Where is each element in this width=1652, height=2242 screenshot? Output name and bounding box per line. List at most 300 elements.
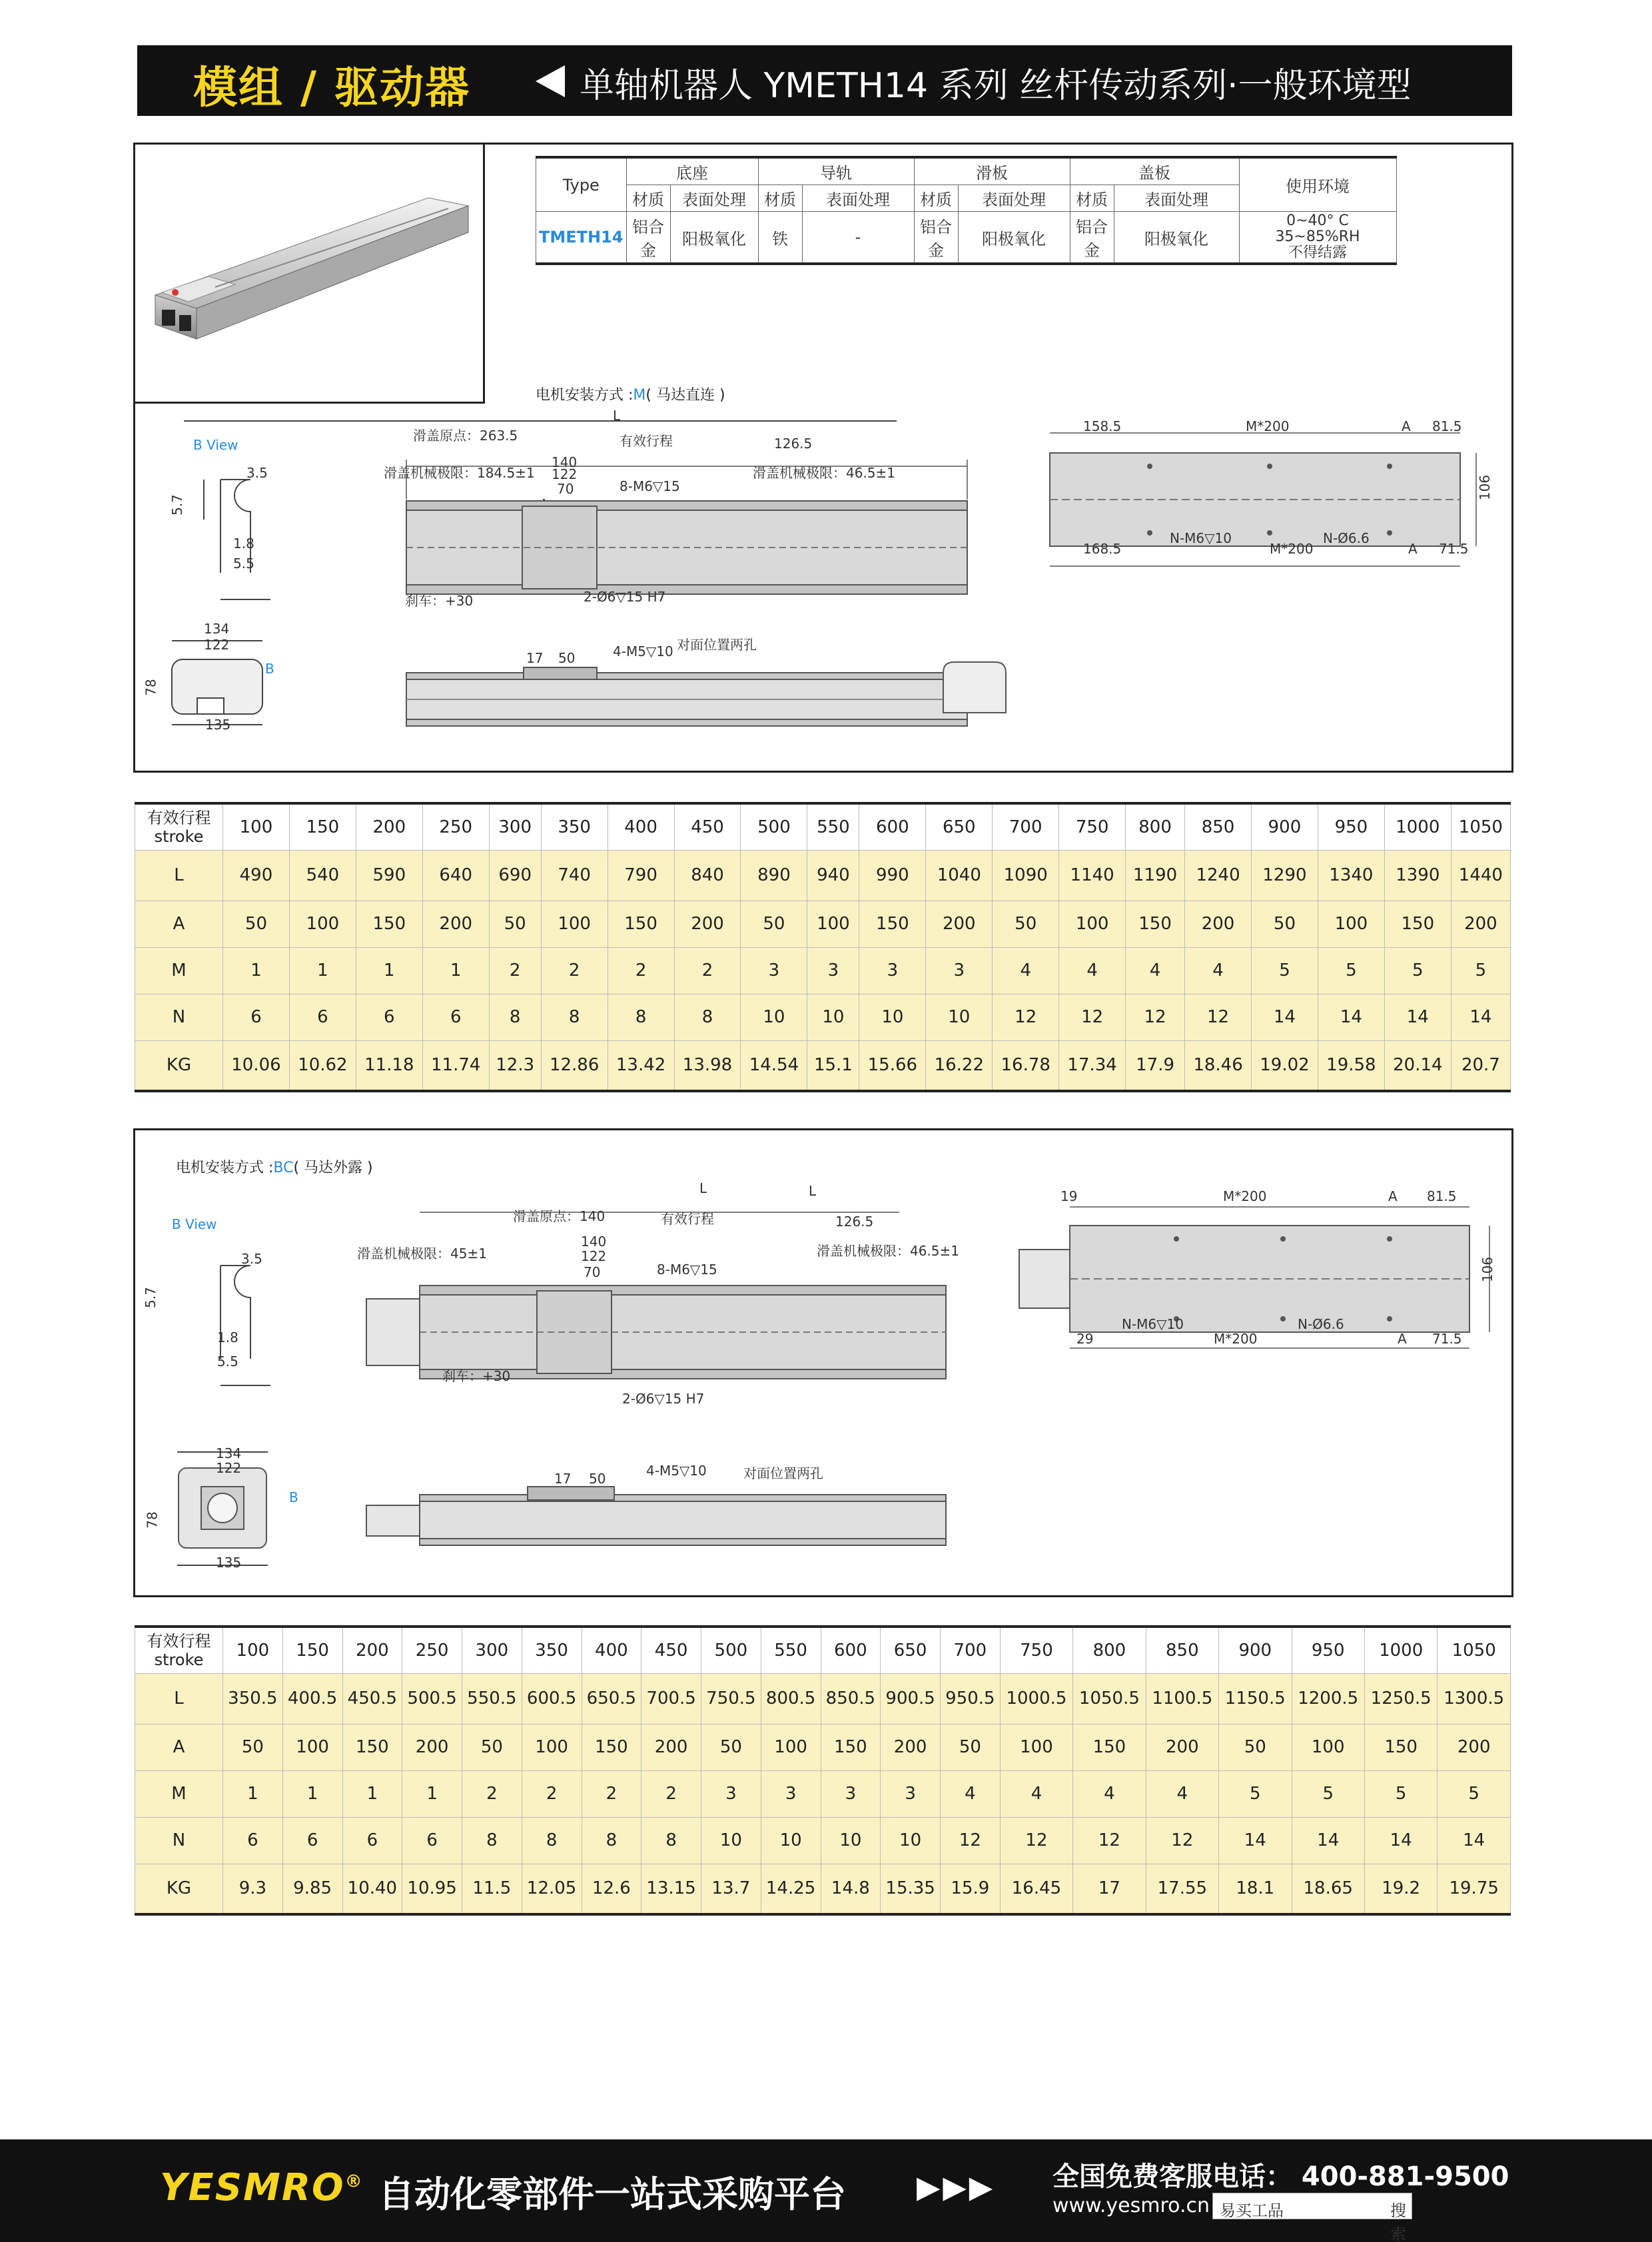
table-cell: 12 bbox=[993, 994, 1059, 1040]
table-row bbox=[135, 994, 1511, 1040]
table-cell: 3 bbox=[926, 947, 993, 994]
table-cell: 13.7 bbox=[701, 1864, 761, 1914]
reg-mark: ® bbox=[344, 2171, 364, 2192]
sub-surface: 表面处理 bbox=[958, 185, 1070, 212]
table-cell: 17.34 bbox=[1059, 1040, 1126, 1091]
table-cell: 790 bbox=[608, 850, 674, 901]
actuator-image bbox=[135, 145, 483, 402]
table-cell: 750.5 bbox=[701, 1673, 761, 1724]
table-cell: 1150.5 bbox=[1219, 1673, 1292, 1724]
table-cell: 12 bbox=[1000, 1817, 1072, 1864]
group-slide: 滑板 bbox=[914, 157, 1070, 185]
table-cell: 19.2 bbox=[1364, 1864, 1437, 1914]
table-cell: 450.5 bbox=[342, 1673, 402, 1724]
table-cell: 100 bbox=[1318, 901, 1384, 947]
dim-135: 135 bbox=[216, 1555, 242, 1571]
dim-5-5: 5.5 bbox=[233, 556, 254, 571]
dim-168-5: 168.5 bbox=[1083, 541, 1122, 557]
table-cell: 100 bbox=[289, 901, 356, 947]
table-cell: 14.8 bbox=[821, 1864, 881, 1914]
dim-106: 106 bbox=[1477, 474, 1493, 501]
stroke-table-motor-direct bbox=[135, 802, 1511, 1092]
row-label: A bbox=[135, 901, 223, 947]
dim-71-5: 71.5 bbox=[1432, 1331, 1462, 1347]
table-cell: 150 bbox=[1364, 1724, 1437, 1770]
table-cell: 100 bbox=[1059, 901, 1126, 947]
table-cell: 13.42 bbox=[608, 1040, 674, 1091]
table-cell: 12 bbox=[1146, 1817, 1218, 1864]
table-cell: 5 bbox=[1364, 1770, 1437, 1817]
table-cell: 13.15 bbox=[641, 1864, 701, 1914]
table-cell: 10 bbox=[881, 1817, 941, 1864]
stroke-value: 800 bbox=[1073, 1627, 1146, 1673]
stroke-header-en: stroke bbox=[154, 827, 204, 846]
table-cell: 2 bbox=[541, 947, 608, 994]
stroke-value: 250 bbox=[402, 1627, 462, 1673]
slide-material: 铝合金 bbox=[914, 212, 958, 264]
table-cell: 900.5 bbox=[881, 1673, 941, 1724]
table-cell: 740 bbox=[541, 850, 608, 901]
table-cell: 14 bbox=[1438, 1817, 1511, 1864]
table-cell: 10.95 bbox=[402, 1864, 462, 1914]
category-title: 模组 / 驱动器 bbox=[193, 62, 471, 113]
table-cell: 1390 bbox=[1384, 850, 1451, 901]
cover-material: 铝合金 bbox=[1070, 212, 1114, 264]
table-cell: 150 bbox=[821, 1724, 881, 1770]
origin-label: 滑盖原点：263.5 bbox=[413, 428, 518, 444]
dim-78: 78 bbox=[143, 679, 159, 696]
table-cell: 2 bbox=[608, 947, 674, 994]
m200-bot: M*200 bbox=[1270, 541, 1314, 557]
opposite-label: 对面位置两孔 bbox=[743, 1465, 823, 1481]
search-button[interactable]: 搜索 bbox=[1390, 2201, 1406, 2242]
table-cell: 3 bbox=[807, 947, 859, 994]
dim-1-8: 1.8 bbox=[217, 1329, 238, 1345]
pin-label: 2-Ø6▽15 H7 bbox=[622, 1391, 705, 1407]
back-arrow-icon[interactable] bbox=[536, 65, 565, 97]
table-cell: 200 bbox=[674, 901, 741, 947]
table-cell: 8 bbox=[674, 994, 741, 1040]
table-cell: 18.1 bbox=[1219, 1864, 1292, 1914]
table-cell: 5 bbox=[1219, 1770, 1292, 1817]
stroke-value: 200 bbox=[342, 1627, 402, 1673]
group-base: 底座 bbox=[626, 157, 758, 185]
table-cell: 14 bbox=[1292, 1817, 1364, 1864]
stroke-value: 300 bbox=[462, 1627, 522, 1673]
dim-19: 19 bbox=[1060, 1188, 1078, 1204]
stroke-value: 650 bbox=[881, 1627, 941, 1673]
a-bot: A bbox=[1408, 541, 1418, 557]
table-cell: 14 bbox=[1384, 994, 1451, 1040]
table-row bbox=[135, 901, 1511, 947]
row-label: A bbox=[135, 1724, 223, 1770]
table-cell: 100 bbox=[541, 901, 608, 947]
stroke-value: 900 bbox=[1252, 803, 1318, 850]
table-cell: 850.5 bbox=[821, 1673, 881, 1724]
table-cell: 1300.5 bbox=[1438, 1673, 1511, 1724]
table-cell: 3 bbox=[821, 1770, 881, 1817]
table-cell: 540 bbox=[289, 850, 356, 901]
base-surface: 阳极氧化 bbox=[670, 212, 758, 264]
dim-1-8: 1.8 bbox=[233, 536, 254, 552]
sub-material: 材质 bbox=[1070, 185, 1114, 212]
table-cell: 6 bbox=[289, 994, 356, 1040]
table-cell: 8 bbox=[641, 1817, 701, 1864]
table-cell: 2 bbox=[522, 1770, 582, 1817]
sub-surface: 表面处理 bbox=[670, 185, 758, 212]
hotline: 全国免费客服电话： 400-881-9500 bbox=[1052, 2161, 1509, 2192]
mount-desc: ( 马达直连 ) bbox=[645, 387, 725, 404]
table-cell: 200 bbox=[926, 901, 993, 947]
table-cell: 3 bbox=[761, 1770, 821, 1817]
stroke-value: 600 bbox=[821, 1627, 881, 1673]
table-cell: 2 bbox=[641, 1770, 701, 1817]
dim-50: 50 bbox=[558, 650, 576, 666]
table-cell: 12 bbox=[941, 1817, 1001, 1864]
env-cell bbox=[1239, 212, 1396, 264]
table-cell: 6 bbox=[422, 994, 489, 1040]
table-cell: 10 bbox=[701, 1817, 761, 1864]
stroke-value: 250 bbox=[422, 803, 489, 850]
table-cell: 3 bbox=[859, 947, 926, 994]
table-cell: 12 bbox=[1073, 1817, 1146, 1864]
dim-70: 70 bbox=[557, 481, 574, 497]
table-cell: 150 bbox=[356, 901, 422, 947]
stroke-value: 700 bbox=[941, 1627, 1001, 1673]
table-cell: 1100.5 bbox=[1146, 1673, 1218, 1724]
table-cell: 17.55 bbox=[1146, 1864, 1218, 1914]
m6-label: 8-M6▽15 bbox=[620, 478, 680, 494]
cover-surface: 阳极氧化 bbox=[1114, 212, 1239, 264]
table-cell: 14 bbox=[1318, 994, 1384, 1040]
table-cell: 50 bbox=[489, 901, 541, 947]
stroke-value: 950 bbox=[1292, 1627, 1364, 1673]
table-cell: 150 bbox=[608, 901, 674, 947]
table-cell: 50 bbox=[223, 901, 290, 947]
table-cell: 50 bbox=[1219, 1724, 1292, 1770]
table-cell: 150 bbox=[1073, 1724, 1146, 1770]
stroke-value: 450 bbox=[641, 1627, 701, 1673]
dim-L: L bbox=[613, 408, 621, 424]
website-link[interactable]: www.yesmro.cn bbox=[1052, 2194, 1210, 2217]
table-cell: 5 bbox=[1384, 947, 1451, 994]
table-row bbox=[135, 1817, 1511, 1864]
table-cell: 18.46 bbox=[1185, 1040, 1252, 1091]
a-top: A bbox=[1388, 1188, 1398, 1204]
table-cell: 950.5 bbox=[941, 1673, 1001, 1724]
m200-bot: M*200 bbox=[1214, 1331, 1258, 1347]
table-cell: 640 bbox=[422, 850, 489, 901]
table-cell: 14 bbox=[1219, 1817, 1292, 1864]
table-cell: 10 bbox=[821, 1817, 881, 1864]
table-cell: 6 bbox=[223, 994, 290, 1040]
table-cell: 150 bbox=[859, 901, 926, 947]
table-cell: 2 bbox=[489, 947, 541, 994]
table-cell: 8 bbox=[522, 1817, 582, 1864]
table-cell: 6 bbox=[342, 1817, 402, 1864]
table-cell: 940 bbox=[807, 850, 859, 901]
type-header: Type bbox=[536, 157, 627, 212]
table-cell: 15.9 bbox=[941, 1864, 1001, 1914]
table-cell: 12.6 bbox=[582, 1864, 641, 1914]
stroke-value: 1000 bbox=[1364, 1627, 1437, 1673]
dim-122: 122 bbox=[552, 466, 578, 482]
dim-158-5: 158.5 bbox=[1083, 418, 1122, 434]
n-66-label: N-Ø6.6 bbox=[1323, 530, 1370, 546]
dim-3-5: 3.5 bbox=[246, 465, 268, 481]
table-cell: 9.85 bbox=[282, 1864, 342, 1914]
table-cell: 990 bbox=[859, 850, 926, 901]
dim-126-5: 126.5 bbox=[835, 1214, 874, 1230]
table-cell: 100 bbox=[522, 1724, 582, 1770]
dim-17: 17 bbox=[526, 650, 544, 666]
stroke-value: 1050 bbox=[1438, 1627, 1511, 1673]
table-cell: 10 bbox=[859, 994, 926, 1040]
table-cell: 14 bbox=[1252, 994, 1318, 1040]
row-label: N bbox=[135, 1817, 223, 1864]
stroke-value: 650 bbox=[926, 803, 993, 850]
limit-left: 滑盖机械极限：184.5±1 bbox=[384, 465, 535, 481]
mount-method-label bbox=[176, 1156, 373, 1177]
stroke-value: 400 bbox=[582, 1627, 641, 1673]
table-cell: 2 bbox=[582, 1770, 641, 1817]
mount-desc: ( 马达外露 ) bbox=[293, 1160, 373, 1176]
stroke-value: 500 bbox=[741, 803, 807, 850]
brand-logo[interactable] bbox=[160, 2166, 364, 2209]
table-cell: 15.1 bbox=[807, 1040, 859, 1091]
table-cell: 8 bbox=[582, 1817, 641, 1864]
table-cell: 1250.5 bbox=[1364, 1673, 1437, 1724]
mount-label-text: 电机安装方式 : bbox=[536, 387, 633, 404]
table-cell: 1440 bbox=[1451, 850, 1510, 901]
dim-122: 122 bbox=[581, 1248, 607, 1264]
table-cell: 200 bbox=[1451, 901, 1510, 947]
dim-122: 122 bbox=[216, 1460, 242, 1476]
table-cell: 1190 bbox=[1126, 850, 1185, 901]
table-cell: 700.5 bbox=[641, 1673, 701, 1724]
table-cell: 10.62 bbox=[289, 1040, 356, 1091]
table-cell: 50 bbox=[941, 1724, 1001, 1770]
table-cell: 400.5 bbox=[282, 1673, 342, 1724]
table-cell: 10.40 bbox=[342, 1864, 402, 1914]
row-label: L bbox=[135, 850, 223, 901]
dim-134: 134 bbox=[216, 1445, 242, 1461]
table-cell: 17 bbox=[1073, 1864, 1146, 1914]
table-cell: 6 bbox=[356, 994, 422, 1040]
dim-29: 29 bbox=[1076, 1331, 1094, 1347]
limit-right: 滑盖机械极限：46.5±1 bbox=[817, 1243, 960, 1259]
stroke-value: 200 bbox=[356, 803, 422, 850]
search-box[interactable] bbox=[1212, 2193, 1412, 2242]
table-cell: 800.5 bbox=[761, 1673, 821, 1724]
mount-label-text: 电机安装方式 : bbox=[176, 1160, 274, 1176]
dim-71-5: 71.5 bbox=[1439, 541, 1469, 557]
table-cell: 50 bbox=[223, 1724, 283, 1770]
sub-surface: 表面处理 bbox=[1114, 185, 1239, 212]
table-cell: 8 bbox=[608, 994, 674, 1040]
table-cell: 12.3 bbox=[489, 1040, 541, 1091]
table-cell: 1000.5 bbox=[1000, 1673, 1072, 1724]
stroke-value: 400 bbox=[608, 803, 674, 850]
stroke-value: 950 bbox=[1318, 803, 1384, 850]
table-cell: 50 bbox=[993, 901, 1059, 947]
table-row bbox=[135, 850, 1511, 901]
stroke-value: 350 bbox=[522, 1627, 582, 1673]
stroke-value: 600 bbox=[859, 803, 926, 850]
table-cell: 50 bbox=[462, 1724, 522, 1770]
table-cell: 2 bbox=[462, 1770, 522, 1817]
dim-3-5: 3.5 bbox=[241, 1251, 262, 1267]
table-cell: 1 bbox=[282, 1770, 342, 1817]
table-cell: 50 bbox=[701, 1724, 761, 1770]
stroke-value: 700 bbox=[993, 803, 1059, 850]
env-line2: 不得结露 bbox=[1288, 244, 1348, 261]
table-cell: 14.54 bbox=[741, 1040, 807, 1091]
table-cell: 3 bbox=[881, 1770, 941, 1817]
dim-135: 135 bbox=[205, 717, 231, 733]
b-marker: B bbox=[289, 1489, 298, 1505]
mount-method-label bbox=[536, 384, 725, 404]
table-cell: 8 bbox=[489, 994, 541, 1040]
table-cell: 12.86 bbox=[541, 1040, 608, 1091]
dim-81-5: 81.5 bbox=[1427, 1188, 1457, 1204]
dim-L1: L bbox=[699, 1180, 707, 1196]
sub-material: 材质 bbox=[626, 185, 670, 212]
table-cell: 10 bbox=[741, 994, 807, 1040]
stroke-header-cn: 有效行程 bbox=[147, 808, 211, 827]
table-cell: 14 bbox=[1451, 994, 1510, 1040]
table-cell: 13.98 bbox=[674, 1040, 741, 1091]
table-cell: 4 bbox=[1073, 1770, 1146, 1817]
table-cell: 200 bbox=[1146, 1724, 1218, 1770]
stroke-value: 750 bbox=[1059, 803, 1126, 850]
table-cell: 3 bbox=[741, 947, 807, 994]
table-cell: 50 bbox=[1252, 901, 1318, 947]
env-line1: 0~40° C 35~85%RH bbox=[1275, 212, 1360, 245]
stroke-label: 有效行程 bbox=[620, 433, 673, 449]
stroke-value: 150 bbox=[289, 803, 356, 850]
dim-70: 70 bbox=[584, 1264, 601, 1280]
a-bot: A bbox=[1398, 1331, 1407, 1347]
row-label: N bbox=[135, 994, 223, 1040]
dim-140: 140 bbox=[552, 454, 578, 470]
table-cell: 690 bbox=[489, 850, 541, 901]
stroke-value: 1000 bbox=[1384, 803, 1451, 850]
dim-L2: L bbox=[809, 1183, 817, 1199]
table-row bbox=[135, 1040, 1511, 1091]
rail-material: 铁 bbox=[758, 212, 802, 264]
row-label: M bbox=[135, 947, 223, 994]
table-cell: 1340 bbox=[1318, 850, 1384, 901]
dim-122: 122 bbox=[204, 637, 230, 653]
table-cell: 1 bbox=[223, 1770, 283, 1817]
table-cell: 150 bbox=[1384, 901, 1451, 947]
table-cell: 16.22 bbox=[926, 1040, 993, 1091]
table-cell: 1050.5 bbox=[1073, 1673, 1146, 1724]
stroke-header-cn: 有效行程 bbox=[147, 1631, 211, 1651]
table-cell: 650.5 bbox=[582, 1673, 641, 1724]
table-cell: 1200.5 bbox=[1292, 1673, 1364, 1724]
table-row bbox=[135, 1770, 1511, 1817]
table-cell: 5 bbox=[1292, 1770, 1364, 1817]
table-cell: 5 bbox=[1318, 947, 1384, 994]
sub-surface: 表面处理 bbox=[802, 185, 914, 212]
arrow-triple-icon: ▶▶▶ bbox=[917, 2169, 996, 2205]
table-cell: 4 bbox=[1059, 947, 1126, 994]
m5-label: 4-M5▽10 bbox=[646, 1463, 707, 1479]
table-cell: 4 bbox=[1126, 947, 1185, 994]
table-cell: 1240 bbox=[1185, 850, 1252, 901]
table-cell: 8 bbox=[541, 994, 608, 1040]
table-cell: 12 bbox=[1059, 994, 1126, 1040]
mount-code: BC bbox=[273, 1160, 294, 1176]
table-cell: 4 bbox=[1146, 1770, 1218, 1817]
table-row bbox=[135, 1724, 1511, 1770]
base-material: 铝合金 bbox=[626, 212, 670, 264]
model-cell: TMETH14 bbox=[536, 212, 627, 264]
dim-5-7: 5.7 bbox=[142, 1287, 159, 1308]
b-view-label: B View bbox=[193, 437, 238, 453]
table-cell: 10 bbox=[807, 994, 859, 1040]
table-cell: 150 bbox=[1126, 901, 1185, 947]
table-cell: 9.3 bbox=[223, 1864, 283, 1914]
table-cell: 19.58 bbox=[1318, 1040, 1384, 1091]
table-cell: 12 bbox=[1126, 994, 1185, 1040]
stroke-value: 100 bbox=[223, 1627, 283, 1673]
table-cell: 8 bbox=[462, 1817, 522, 1864]
table-cell: 5 bbox=[1451, 947, 1510, 994]
table-cell: 1 bbox=[422, 947, 489, 994]
table-cell: 3 bbox=[701, 1770, 761, 1817]
table-cell: 1 bbox=[342, 1770, 402, 1817]
slogan: 自动化零部件一站式采购平台 bbox=[378, 2173, 846, 2215]
row-label: KG bbox=[135, 1040, 223, 1091]
table-cell: 1090 bbox=[993, 850, 1059, 901]
dim-78: 78 bbox=[144, 1511, 161, 1529]
table-cell: 6 bbox=[282, 1817, 342, 1864]
table-cell: 4 bbox=[1000, 1770, 1072, 1817]
search-input[interactable]: 易买工品 bbox=[1220, 2201, 1284, 2220]
stroke-value: 900 bbox=[1219, 1627, 1292, 1673]
table-cell: 10.06 bbox=[223, 1040, 290, 1091]
brake-label: 刹车：+30 bbox=[442, 1368, 511, 1384]
slide-surface: 阳极氧化 bbox=[958, 212, 1070, 264]
table-cell: 5 bbox=[1252, 947, 1318, 994]
table-cell: 14 bbox=[1364, 1817, 1437, 1864]
logo-text: YESMRO bbox=[160, 2166, 345, 2209]
table-cell: 100 bbox=[807, 901, 859, 947]
stroke-value: 100 bbox=[223, 803, 290, 850]
table-cell: 15.66 bbox=[859, 1040, 926, 1091]
table-cell: 12 bbox=[1185, 994, 1252, 1040]
table-cell: 10 bbox=[761, 1817, 821, 1864]
table-cell: 500.5 bbox=[402, 1673, 462, 1724]
a-top: A bbox=[1402, 418, 1411, 434]
stroke-value: 450 bbox=[674, 803, 741, 850]
table-cell: 4 bbox=[1185, 947, 1252, 994]
stroke-value: 1050 bbox=[1451, 803, 1510, 850]
table-cell: 10 bbox=[926, 994, 993, 1040]
table-cell: 1140 bbox=[1059, 850, 1126, 901]
table-cell: 50 bbox=[741, 901, 807, 947]
mount-code: M bbox=[633, 387, 646, 404]
table-cell: 16.78 bbox=[993, 1040, 1059, 1091]
table-cell: 16.45 bbox=[1000, 1864, 1072, 1914]
stroke-value: 550 bbox=[761, 1627, 821, 1673]
table-cell: 100 bbox=[282, 1724, 342, 1770]
dim-50: 50 bbox=[589, 1471, 606, 1487]
table-cell: 150 bbox=[582, 1724, 641, 1770]
